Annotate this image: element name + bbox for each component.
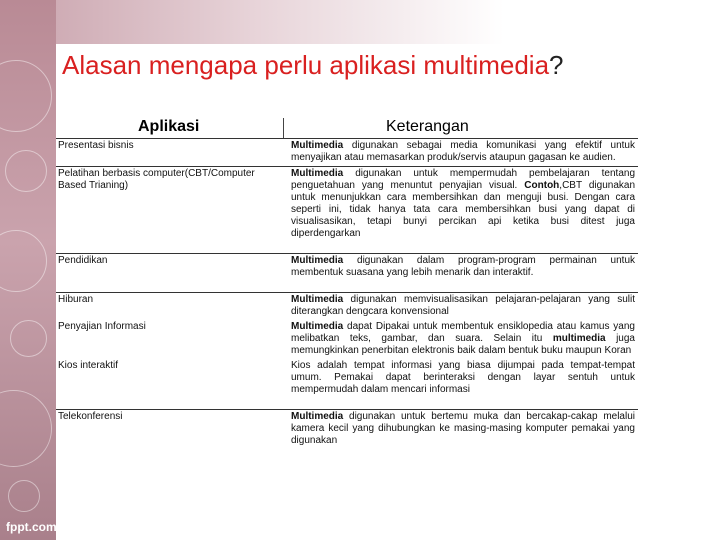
row-desc: Multimedia digunakan untuk bertemu muka dan bercakap-cakap melalui kamera kecil yang dihubungkan ke masing-masing komputer pemakai yang digunakan [286, 410, 638, 450]
row-desc: Multimedia digunakan sebagai media komunikasi yang efektif untuk menyajikan atau memasarkan produk/servis ataupun gagasan ke audien. [286, 139, 638, 167]
title-question-mark: ? [549, 50, 564, 80]
row-app: Kios interaktif [58, 360, 119, 371]
application-table [56, 138, 638, 449]
row-desc: Multimedia digunakan dalam program-program permainan untuk membentuk suasana yang lebih menarik dan interaktif. [286, 254, 638, 282]
table-row [56, 293, 638, 321]
row-desc: Multimedia dapat Dipakai untuk membentuk ensiklopedia atau kamus yang melibatkan teks, gambar, dan suara. Selain itu multimedia juga memungkinkan penerbitan elektronis baik dalam bentuk buku maupun Koran [291, 321, 635, 356]
row-desc: Multimedia digunakan memvisualisasikan pelajaran-pelajaran yang sulit diterangkan dengcara konvensional [286, 293, 638, 321]
row-app: Telekonferensi [56, 410, 286, 450]
row-app: Pelatihan berbasis computer(CBT/Computer Based Trianing) [56, 167, 286, 243]
table-row [56, 359, 638, 398]
table-row [56, 410, 638, 450]
row-app: Hiburan [56, 293, 286, 321]
row-desc: Kios adalah tempat informasi yang biasa dijumpai pada tempat-tempat umum. Pemakai dapat berinteraksi dengan layar sentuh untuk mempermudah dalam mencari informasi [291, 360, 635, 395]
slide-title [62, 50, 564, 81]
footer-watermark: fppt.com [6, 520, 57, 534]
row-app: Pendidikan [56, 254, 286, 282]
row-app: Presentasi bisnis [56, 139, 286, 167]
column-header-keterangan: Keterangan [386, 118, 469, 135]
decorative-left-band [0, 0, 56, 540]
row-desc: Multimedia digunakan untuk mempermudah pembelajaran tentang penguetahuan yang menuntut penyajian visual. Contoh,CBT digunakan untuk menunjukkan cara membersihkan dan menguji busi. Dengan cara seperti ini, tidak hanya tata cara membersihkan busi yang dapat di visualisasikan, tetapi bunyi percikan api ketika busi ditest juga diperdengarkan [286, 167, 638, 243]
table-row [56, 167, 638, 243]
title-text: Alasan mengapa perlu aplikasi multimedia [62, 50, 550, 80]
column-header-aplikasi: Aplikasi [138, 118, 200, 135]
table-row [56, 254, 638, 282]
table-row [56, 139, 638, 167]
table-row [56, 320, 638, 359]
row-app: Penyajian Informasi [58, 321, 146, 332]
decorative-top-band [0, 0, 720, 44]
header-divider [283, 118, 284, 138]
